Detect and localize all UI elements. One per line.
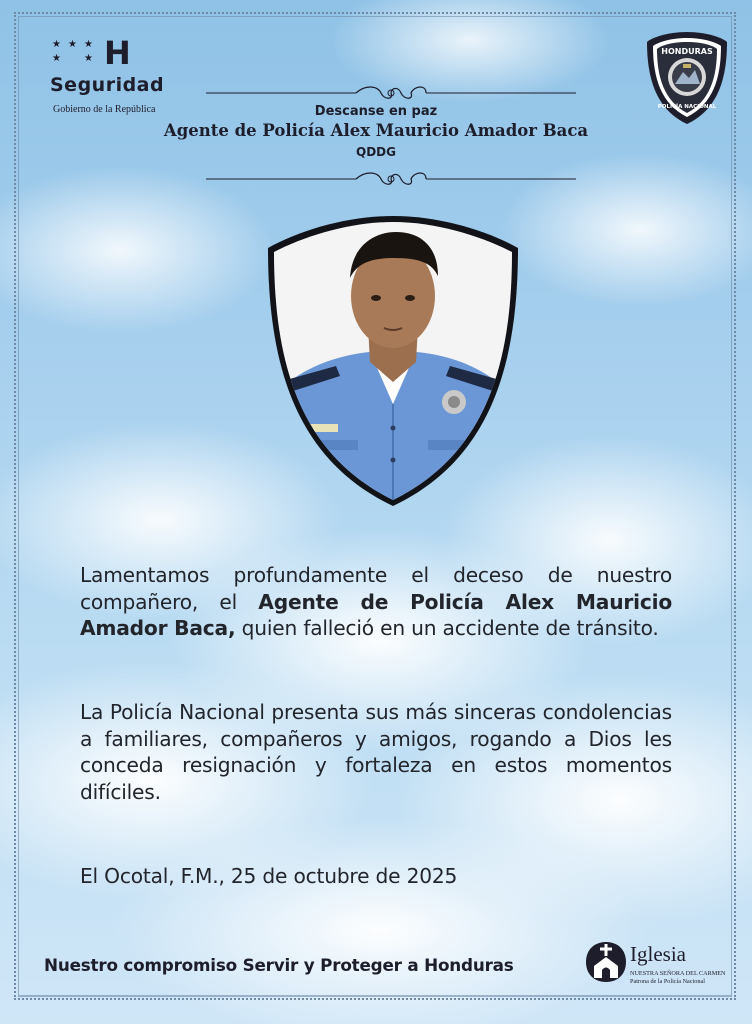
condolence-paragraph-2: La Policía Nacional presenta sus más sinceras condolencias a familiares, compañeros y amigos, rogando a Dios les conceda resignación y fortaleza en estos momentos difíciles. [80,700,672,804]
place-date: El Ocotal, F.M., 25 de octubre de 2025 [80,864,458,888]
paragraph-1-name: Agente de Policía Alex Mauricio Amador Baca, [80,589,672,640]
church-name: Iglesia [630,942,686,966]
qddg-label: QDDG [356,145,396,159]
paragraph-1-end: quien falleció en un accidente de tránsito. [235,616,659,640]
church-subtitle: NUESTRA SEÑORA DEL CARMEN [630,970,726,977]
logo-subtitle: Gobierno de la República [53,104,156,115]
officer-portrait [266,214,520,506]
badge-bottom-text: POLICÍA NACIONAL [657,104,717,110]
ornament-top-icon [206,82,576,104]
condolence-paragraph-1 [80,562,672,642]
bottom-divider [18,996,732,997]
footer-slogan: Nuestro compromiso Servir y Proteger a Honduras [44,955,514,975]
badge-top-text: HONDURAS [661,47,713,56]
church-patron: Patrona de la Policía Nacional [630,978,705,985]
logo-title: Seguridad [50,74,165,96]
stars-icon: ★ ★ ★ ★ ★ [52,39,93,64]
officer-name-heading: Agente de Policía Alex Mauricio Amador Baca [163,121,589,140]
logo-letter: H [104,34,131,72]
ornament-bottom-icon [206,168,576,190]
decorative-border-inner [18,16,732,996]
church-icon [584,938,628,984]
paragraph-1-intro: Lamentamos profundamente el deceso de nuestro compañero, el [80,563,672,614]
rip-heading: Descanse en paz [314,104,438,119]
